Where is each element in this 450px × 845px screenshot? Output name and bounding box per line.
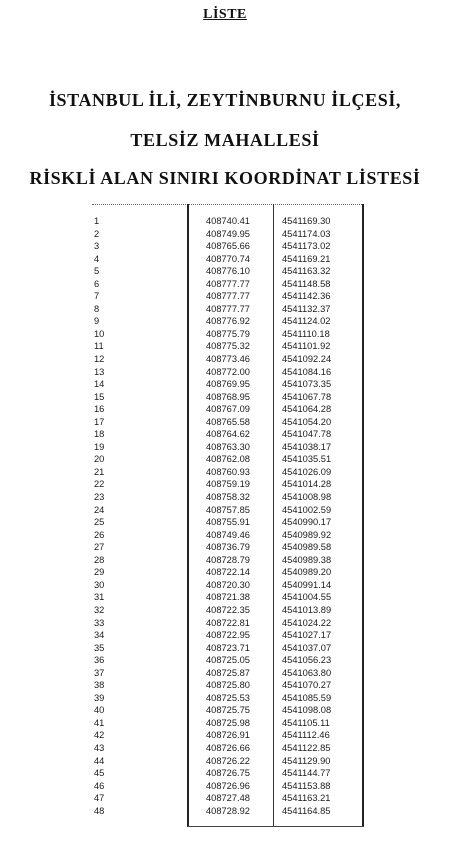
table-rows xyxy=(92,215,364,817)
y-coordinate: 408722.14 xyxy=(206,567,250,578)
table-row xyxy=(92,566,364,579)
table-row xyxy=(92,617,364,630)
list-label xyxy=(0,7,450,23)
point-number: 25 xyxy=(94,517,105,528)
x-coordinate: 4541129.90 xyxy=(282,755,331,766)
x-coordinate: 4541038.17 xyxy=(282,441,332,452)
x-coordinate: 4541027.17 xyxy=(282,630,332,641)
y-coordinate: 408728.79 xyxy=(206,554,250,565)
point-number: 6 xyxy=(94,278,100,289)
point-number: 41 xyxy=(94,717,105,728)
y-coordinate: 408767.09 xyxy=(206,404,250,415)
x-coordinate: 4540989.38 xyxy=(282,554,332,565)
table-row xyxy=(92,654,364,667)
point-number: 32 xyxy=(94,604,105,615)
y-coordinate: 408759.19 xyxy=(206,479,250,490)
table-row xyxy=(92,642,364,655)
point-number: 45 xyxy=(94,768,105,779)
table-row xyxy=(92,792,364,805)
table-row xyxy=(92,215,364,228)
y-coordinate: 408722.95 xyxy=(206,630,250,641)
table-row xyxy=(92,478,364,491)
point-number: 39 xyxy=(94,692,105,703)
y-coordinate: 408777.77 xyxy=(206,278,250,289)
x-coordinate: 4541067.78 xyxy=(282,391,332,402)
y-coordinate: 408775.32 xyxy=(206,341,250,352)
point-number: 19 xyxy=(94,441,105,452)
y-coordinate: 408720.30 xyxy=(206,579,250,590)
y-coordinate: 408726.75 xyxy=(206,768,250,779)
y-coordinate: 408725.75 xyxy=(206,705,250,716)
table-row xyxy=(92,729,364,742)
y-coordinate: 408721.38 xyxy=(206,592,250,603)
x-coordinate: 4541024.22 xyxy=(282,617,332,628)
y-coordinate: 408725.98 xyxy=(206,717,250,728)
point-number: 16 xyxy=(94,404,105,415)
table-row xyxy=(92,554,364,567)
point-number: 12 xyxy=(94,354,105,365)
point-number: 27 xyxy=(94,542,105,553)
point-number: 47 xyxy=(94,793,105,804)
point-number: 29 xyxy=(94,567,105,578)
point-number: 5 xyxy=(94,266,100,277)
table-row xyxy=(92,265,364,278)
y-coordinate: 408725.87 xyxy=(206,667,250,678)
x-coordinate: 4541004.55 xyxy=(282,592,332,603)
point-number: 7 xyxy=(94,291,100,302)
x-coordinate: 4541064.28 xyxy=(282,404,332,415)
point-number: 26 xyxy=(94,529,105,540)
y-coordinate: 408775.79 xyxy=(206,328,250,339)
x-coordinate: 4541101.92 xyxy=(282,341,331,352)
x-coordinate: 4541070.27 xyxy=(282,680,332,691)
x-coordinate: 4541054.20 xyxy=(282,416,332,427)
y-coordinate: 408726.96 xyxy=(206,780,250,791)
table-row xyxy=(92,403,364,416)
y-coordinate: 408777.77 xyxy=(206,303,250,314)
y-coordinate: 408768.95 xyxy=(206,391,250,402)
y-coordinate: 408769.95 xyxy=(206,379,250,390)
table-row xyxy=(92,378,364,391)
y-coordinate: 408765.58 xyxy=(206,416,250,427)
point-number: 1 xyxy=(94,216,100,226)
table-row xyxy=(92,767,364,780)
title-province-district: İSTANBUL İLİ, ZEYTİNBURNU İLÇESİ, xyxy=(48,90,402,110)
table-row xyxy=(92,755,364,768)
point-number: 18 xyxy=(94,429,105,440)
y-coordinate: 408725.80 xyxy=(206,680,250,691)
point-number: 38 xyxy=(94,680,105,691)
x-coordinate: 4541013.89 xyxy=(282,604,332,615)
point-number: 14 xyxy=(94,379,105,390)
x-coordinate: 4541008.98 xyxy=(282,492,332,503)
table-row xyxy=(92,466,364,479)
point-number: 9 xyxy=(94,316,100,327)
x-coordinate: 4541174.03 xyxy=(282,228,331,239)
title-coordinate-list: RİSKLİ ALAN SINIRI KOORDİNAT LİSTESİ xyxy=(29,168,421,188)
y-coordinate: 408755.91 xyxy=(206,517,250,528)
table-row xyxy=(92,416,364,429)
table-row xyxy=(92,303,364,316)
y-coordinate: 408728.92 xyxy=(206,805,250,816)
point-number: 8 xyxy=(94,303,100,314)
y-coordinate: 408776.10 xyxy=(206,266,250,277)
table-row xyxy=(92,441,364,454)
table-row xyxy=(92,253,364,266)
y-coordinate: 408776.92 xyxy=(206,316,250,327)
table-row xyxy=(92,604,364,617)
table-row xyxy=(92,529,364,542)
x-coordinate: 4541173.02 xyxy=(282,241,331,252)
y-coordinate: 408736.79 xyxy=(206,542,250,553)
x-coordinate: 4541105.11 xyxy=(282,717,330,728)
point-number: 23 xyxy=(94,492,105,503)
table-row xyxy=(92,541,364,554)
table-row xyxy=(92,353,364,366)
point-number: 30 xyxy=(94,579,105,590)
x-coordinate: 4541163.21 xyxy=(282,793,331,804)
y-coordinate: 408764.62 xyxy=(206,429,250,440)
point-number: 2 xyxy=(94,228,100,239)
y-coordinate: 408773.46 xyxy=(206,354,250,365)
x-coordinate: 4541073.35 xyxy=(282,379,332,390)
point-number: 34 xyxy=(94,630,105,641)
table-row xyxy=(92,366,364,379)
title-neighborhood: TELSİZ MAHALLESİ xyxy=(130,130,320,150)
y-coordinate: 408758.32 xyxy=(206,492,250,503)
x-coordinate: 4541085.59 xyxy=(282,692,332,703)
table-row xyxy=(92,328,364,341)
table-row xyxy=(92,679,364,692)
point-number: 35 xyxy=(94,642,105,653)
x-coordinate: 4541112.46 xyxy=(282,730,330,741)
x-coordinate: 4541124.02 xyxy=(282,316,331,327)
x-coordinate: 4541098.08 xyxy=(282,705,332,716)
table-row xyxy=(92,742,364,755)
y-coordinate: 408726.22 xyxy=(206,755,250,766)
point-number: 17 xyxy=(94,416,105,427)
coordinate-table xyxy=(92,204,364,827)
x-coordinate: 4541026.09 xyxy=(282,466,332,477)
point-number: 33 xyxy=(94,617,105,628)
table-row xyxy=(92,704,364,717)
y-coordinate: 408727.48 xyxy=(206,793,250,804)
table-row xyxy=(92,391,364,404)
y-coordinate: 408749.46 xyxy=(206,529,250,540)
y-coordinate: 408749.95 xyxy=(206,228,250,239)
table-row xyxy=(92,228,364,241)
table-row xyxy=(92,453,364,466)
table-row xyxy=(92,805,364,818)
point-number: 20 xyxy=(94,454,105,465)
x-coordinate: 4541047.78 xyxy=(282,429,332,440)
x-coordinate: 4540990.17 xyxy=(282,517,332,528)
x-coordinate: 4541153.88 xyxy=(282,780,331,791)
x-coordinate: 4541092.24 xyxy=(282,354,332,365)
point-number: 24 xyxy=(94,504,105,515)
y-coordinate: 408723.71 xyxy=(206,642,250,653)
x-coordinate: 4541063.80 xyxy=(282,667,332,678)
point-number: 40 xyxy=(94,705,105,716)
y-coordinate: 408770.74 xyxy=(206,253,250,264)
y-coordinate: 408726.91 xyxy=(206,730,250,741)
point-number: 31 xyxy=(94,592,105,603)
x-coordinate: 4541056.23 xyxy=(282,655,332,666)
point-number: 44 xyxy=(94,755,105,766)
point-number: 46 xyxy=(94,780,105,791)
x-coordinate: 4541037.07 xyxy=(282,642,332,653)
y-coordinate: 408760.93 xyxy=(206,466,250,477)
x-coordinate: 4541122.85 xyxy=(282,742,331,753)
x-coordinate: 4541142.36 xyxy=(282,291,331,302)
point-number: 21 xyxy=(94,466,105,477)
point-number: 37 xyxy=(94,667,105,678)
y-coordinate: 408763.30 xyxy=(206,441,250,452)
table-row xyxy=(92,240,364,253)
table-row xyxy=(92,504,364,517)
point-number: 13 xyxy=(94,366,105,377)
y-coordinate: 408762.08 xyxy=(206,454,250,465)
point-number: 22 xyxy=(94,479,105,490)
table-row xyxy=(92,591,364,604)
table-row xyxy=(92,428,364,441)
y-coordinate: 408740.41 xyxy=(206,216,250,226)
table-row xyxy=(92,717,364,730)
x-coordinate: 4541169.30 xyxy=(282,216,331,226)
x-coordinate: 4541014.28 xyxy=(282,479,332,490)
point-number: 11 xyxy=(94,341,104,352)
x-coordinate: 4541002.59 xyxy=(282,504,332,515)
table-row xyxy=(92,278,364,291)
y-coordinate: 408757.85 xyxy=(206,504,250,515)
table-row xyxy=(92,516,364,529)
table-row xyxy=(92,315,364,328)
y-coordinate: 408765.66 xyxy=(206,241,250,252)
point-number: 10 xyxy=(94,328,105,339)
table-row xyxy=(92,491,364,504)
table-row xyxy=(92,340,364,353)
table-row xyxy=(92,290,364,303)
x-coordinate: 4541132.37 xyxy=(282,303,331,314)
point-number: 15 xyxy=(94,391,105,402)
point-number: 36 xyxy=(94,655,105,666)
x-coordinate: 4540989.58 xyxy=(282,542,332,553)
x-coordinate: 4541169.21 xyxy=(282,253,331,264)
point-number: 42 xyxy=(94,730,105,741)
y-coordinate: 408777.77 xyxy=(206,291,250,302)
x-coordinate: 4541144.77 xyxy=(282,768,331,779)
x-coordinate: 4541084.16 xyxy=(282,366,332,377)
x-coordinate: 4541148.58 xyxy=(282,278,331,289)
table-top-border xyxy=(92,204,364,205)
x-coordinate: 4541163.32 xyxy=(282,266,331,277)
y-coordinate: 408726.66 xyxy=(206,742,250,753)
x-coordinate: 4540991.14 xyxy=(282,579,332,590)
y-coordinate: 408722.81 xyxy=(206,617,250,628)
table-row xyxy=(92,780,364,793)
x-coordinate: 4541110.18 xyxy=(282,328,330,339)
list-label-text: LİSTE xyxy=(203,7,247,22)
y-coordinate: 408722.35 xyxy=(206,604,250,615)
table-bottom-border xyxy=(187,826,364,827)
point-number: 3 xyxy=(94,241,100,252)
x-coordinate: 4540989.20 xyxy=(282,567,332,578)
y-coordinate: 408725.05 xyxy=(206,655,250,666)
y-coordinate: 408725.53 xyxy=(206,692,250,703)
table-row xyxy=(92,692,364,705)
y-coordinate: 408772.00 xyxy=(206,366,250,377)
x-coordinate: 4540989.92 xyxy=(282,529,332,540)
x-coordinate: 4541164.85 xyxy=(282,805,331,816)
point-number: 48 xyxy=(94,805,105,816)
x-coordinate: 4541035.51 xyxy=(282,454,332,465)
table-row xyxy=(92,629,364,642)
table-row xyxy=(92,579,364,592)
point-number: 43 xyxy=(94,742,105,753)
point-number: 28 xyxy=(94,554,105,565)
point-number: 4 xyxy=(94,253,100,264)
table-row xyxy=(92,667,364,680)
